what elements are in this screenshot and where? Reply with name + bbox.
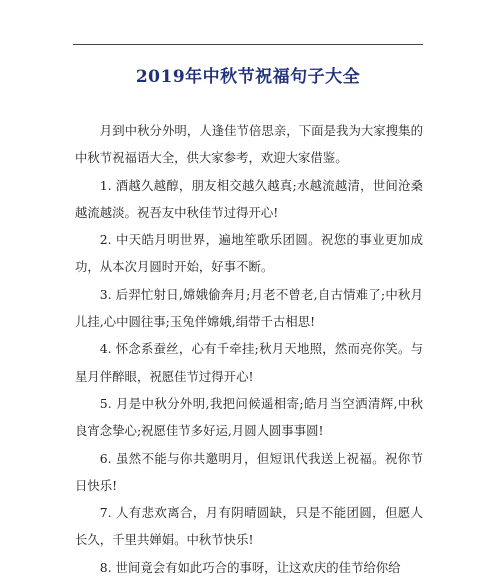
greeting-item-2: 2. 中天皓月明世界，遍地笙歌乐团圆。祝您的事业更加成功，从本次月圆时开始，好事不断。 xyxy=(75,232,423,275)
intro-paragraph: 月到中秋分外明，人逢佳节倍思亲，下面是我为大家搜集的中秋节祝福语大全，供大家参考，欢迎大家借鉴。 xyxy=(75,123,423,166)
greeting-item-4: 4. 怀念系蚕丝，心有千牵挂;秋月天地照，然而亮你笑。与星月伴醉眼，祝愿佳节过得开心! xyxy=(75,341,423,384)
greeting-item-3: 3. 后羿忙射日,嫦娥偷奔月;月老不曾老,自古情难了;中秋月儿挂,心中圆往事;玉兔伴嫦娥,绢带千古相思! xyxy=(75,286,423,330)
greeting-item-7: 7. 人有悲欢离合，月有阴晴圆缺，只是不能团圆，但愿人长久，千里共婵娟。中秋节快乐! xyxy=(75,505,423,548)
greeting-item-1: 1. 酒越久越醇，朋友相交越久越真;水越流越清，世间沧桑越流越淡。祝吾友中秋佳节过得开心! xyxy=(75,177,423,220)
greeting-item-8: 8. 世间竟会有如此巧合的事呀，让这欢庆的佳节给你给 xyxy=(99,559,401,575)
document-body xyxy=(75,117,423,581)
document-title: 2019年中秋节祝福句子大全 xyxy=(135,67,361,87)
header-rule xyxy=(73,44,423,45)
greeting-item-5: 5. 月是中秋分外明,我把问候遥相寄;皓月当空洒清辉,中秋良宵念挚心;祝愿佳节多好运,月圆人圆事事圆! xyxy=(75,395,423,439)
greeting-item-6: 6. 虽然不能与你共邀明月，但短讯代我送上祝福。祝你节日快乐! xyxy=(75,450,423,493)
